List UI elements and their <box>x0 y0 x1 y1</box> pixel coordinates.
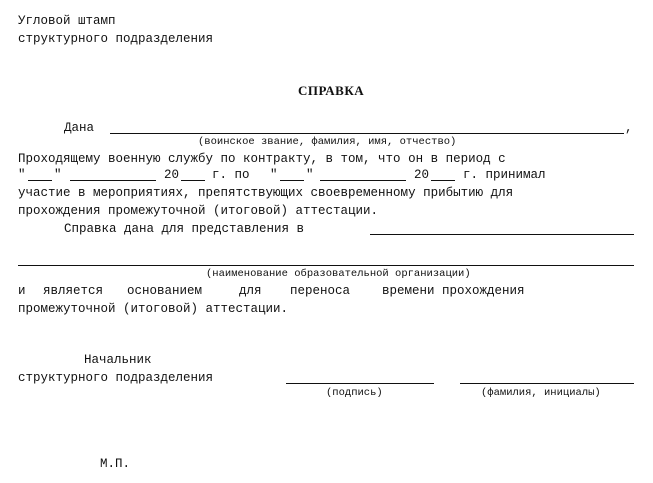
quote-close-2: " <box>306 168 314 182</box>
given-label: Дана <box>64 121 95 135</box>
given-comma: , <box>625 121 633 135</box>
initials-hint: (фамилия, инициалы) <box>481 387 601 399</box>
day-blank-1 <box>28 180 52 181</box>
body-line-4: прохождения промежуточной (итоговой) аттестации. <box>18 204 379 218</box>
basis-word-1: и <box>18 284 26 298</box>
day-blank-2 <box>280 180 304 181</box>
basis-word-2: является <box>43 284 104 298</box>
month-blank-2 <box>320 180 406 181</box>
basis-word-5: переноса <box>290 284 351 298</box>
basis-word-6: времени прохождения <box>382 284 525 298</box>
body-line-3: участие в мероприятиях, препятствующих своевременному прибытию для <box>18 186 514 200</box>
organization-hint: (наименование образовательной организации) <box>206 268 471 280</box>
name-blank-line <box>110 133 624 134</box>
year-prefix-1: 20 <box>164 168 180 182</box>
signature-blank-line <box>286 383 434 384</box>
basis-word-3: основанием <box>127 284 203 298</box>
quote-open-1: " <box>18 168 26 182</box>
year-suffix-2: г. принимал <box>463 168 546 182</box>
year-blank-2 <box>431 180 455 181</box>
stamp-line-2: структурного подразделения <box>18 32 214 46</box>
presentation-blank-line <box>370 234 634 235</box>
quote-open-2: " <box>270 168 278 182</box>
document-title: СПРАВКА <box>298 83 365 98</box>
basis-word-4: для <box>239 284 262 298</box>
stamp-line-1: Угловой штамп <box>18 14 116 28</box>
signature-hint: (подпись) <box>326 387 383 399</box>
year-suffix-1: г. по <box>212 168 250 182</box>
year-blank-1 <box>181 180 205 181</box>
organization-blank-line <box>18 265 634 266</box>
seal-place: М.П. <box>100 457 131 471</box>
signatory-role-2: структурного подразделения <box>18 371 214 385</box>
presentation-label: Справка дана для представления в <box>64 222 305 236</box>
initials-blank-line <box>460 383 634 384</box>
body-line-1: Проходящему военную службу по контракту, в том, что он в период с <box>18 152 506 166</box>
basis-line-2: промежуточной (итоговой) аттестации. <box>18 302 289 316</box>
month-blank-1 <box>70 180 156 181</box>
signatory-role-1: Начальник <box>84 353 152 367</box>
quote-close-1: " <box>54 168 62 182</box>
name-hint: (воинское звание, фамилия, имя, отчество) <box>198 136 457 148</box>
year-prefix-2: 20 <box>414 168 430 182</box>
